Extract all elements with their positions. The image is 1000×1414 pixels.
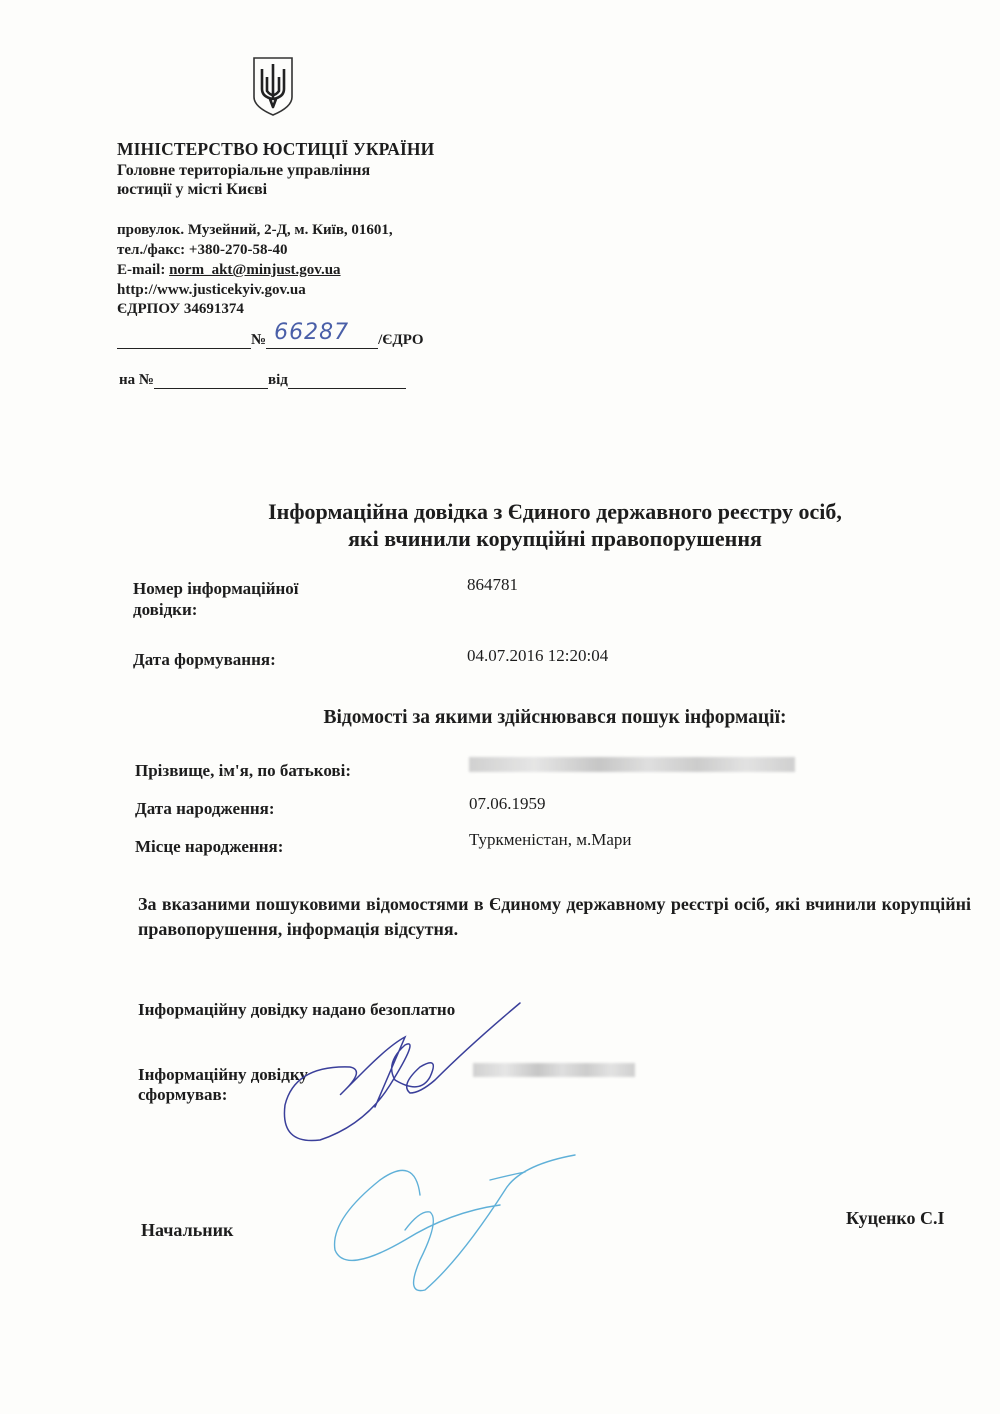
email-link[interactable]: norm_akt@minjust.gov.ua (169, 262, 341, 278)
blank-line (117, 332, 251, 349)
address: провулок. Музейний, 2-Д, м. Київ, 01601, (117, 222, 393, 238)
reply-to-line (119, 372, 406, 389)
outgoing-number-line (117, 320, 424, 349)
outgoing-number-field (266, 320, 378, 349)
info-number-label-line2: довідки: (133, 600, 198, 619)
title-line1: Інформаційна довідка з Єдиного державного реєстру осіб, (268, 499, 842, 524)
head-title-label: Начальник (141, 1220, 234, 1240)
formed-by-label (138, 1065, 308, 1105)
result-statement: За вказаними пошуковими відомостями в Єдиному державному реєстрі осіб, які вчинили корупційні правопорушення, інформація відсутня. (138, 894, 971, 939)
date-formed-label: Дата формування: (133, 650, 276, 669)
birthplace-value: Туркменістан, м.Мари (469, 830, 632, 849)
date-formed-value: 04.07.2016 12:20:04 (467, 646, 609, 665)
info-number-label (133, 578, 299, 620)
formed-by-name-redacted (473, 1063, 635, 1077)
fullname-label: Прізвище, ім'я, по батькові: (135, 761, 351, 780)
fullname-value-redacted (469, 757, 795, 772)
head-name: Куценко С.І (846, 1208, 945, 1228)
info-number-value: 864781 (467, 575, 518, 594)
free-of-charge-note: Інформаційну довідку надано безоплатно (138, 1000, 456, 1019)
department-line2: юстиції у місті Києві (117, 181, 268, 198)
from-label: від (267, 372, 288, 388)
email-line (117, 262, 341, 279)
head-signature-icon (320, 1150, 590, 1300)
title-line2: які вчинили корупційні правопорушення (348, 526, 762, 551)
website-link[interactable]: http://www.justicekyiv.gov.ua (117, 282, 306, 298)
registry-suffix: /ЄДРО (378, 332, 424, 348)
formed-by-line2: сформував: (138, 1085, 228, 1104)
search-heading: Відомості за якими здійснювався пошук інформації: (323, 707, 787, 728)
birthdate-value: 07.06.1959 (469, 794, 546, 813)
edrpou: ЄДРПОУ 34691374 (117, 301, 244, 317)
department-line1: Головне територіальне управління (117, 162, 371, 179)
ministry-name: МІНІСТЕРСТВО ЮСТИЦІЇ УКРАЇНИ (117, 139, 435, 159)
document-title (0, 498, 1000, 552)
ukraine-trident-icon (250, 55, 296, 117)
reply-date-field (288, 372, 406, 389)
reply-to-label: на № (119, 372, 154, 388)
birthplace-label: Місце народження: (135, 837, 284, 856)
handwritten-number: 66287 (274, 320, 350, 345)
info-number-label-line1: Номер інформаційної (133, 579, 299, 598)
number-sign: № (251, 332, 267, 348)
phone: тел./факс: +380-270-58-40 (117, 242, 288, 258)
reply-number-field (154, 372, 268, 389)
email-label: E-mail: (117, 262, 170, 278)
formed-by-line1: Інформаційну довідку (138, 1065, 308, 1084)
birthdate-label: Дата народження: (135, 799, 275, 818)
